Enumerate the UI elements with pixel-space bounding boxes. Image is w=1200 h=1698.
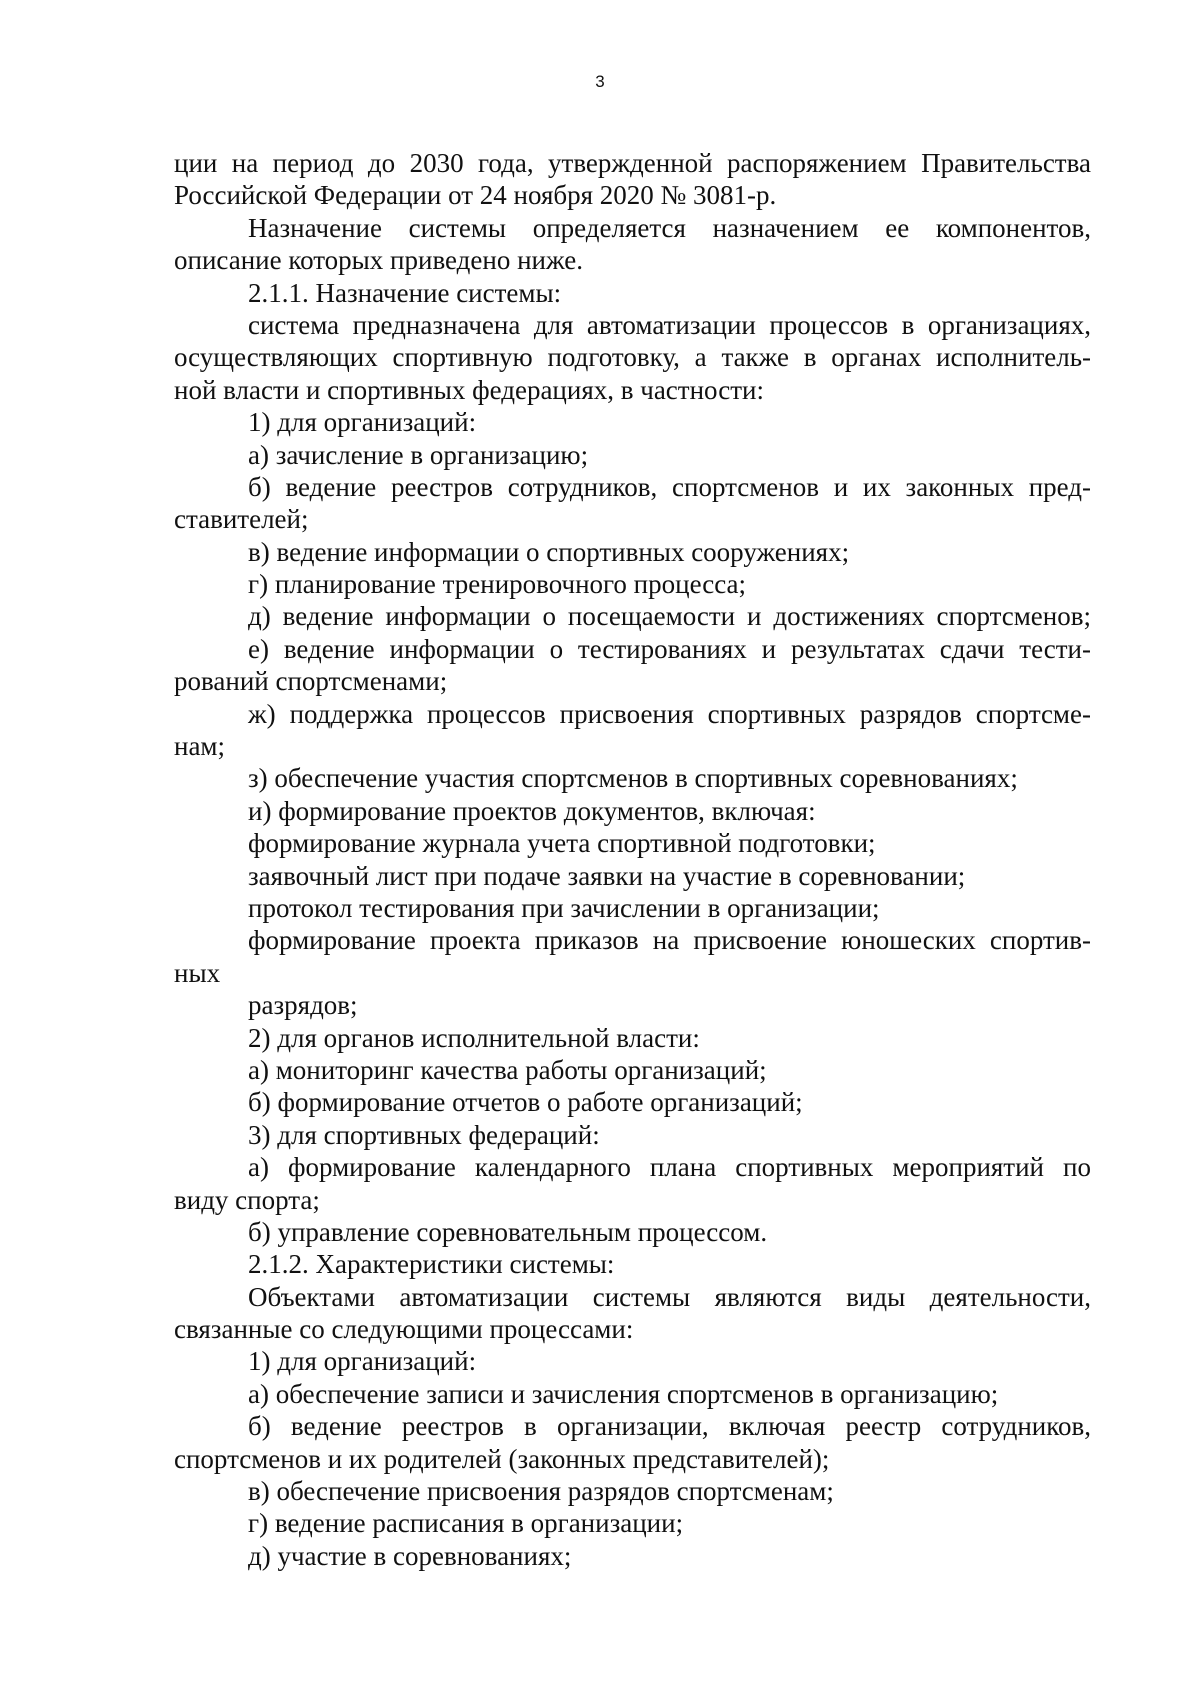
- text-line: 2.1.1. Назначение системы:: [248, 277, 562, 308]
- text-line: система предназначена для автоматизации процессов в организациях,: [248, 309, 1091, 340]
- text-line: 1) для организаций:: [248, 1346, 477, 1377]
- text-line: в) обеспечение присвоения разрядов спортсменам;: [248, 1476, 834, 1507]
- text-line: б) формирование отчетов о работе организаций;: [248, 1087, 803, 1118]
- text-line: 1) для организаций:: [248, 407, 477, 438]
- text-line: а) мониторинг качества работы организаций;: [248, 1054, 767, 1085]
- text-line: з) обеспечение участия спортсменов в спортивных соревнованиях;: [248, 763, 1018, 794]
- text-line: ции на период до 2030 года, утвержденной распоряжением Правительства: [174, 148, 1091, 178]
- text-line: г) ведение расписания в организации;: [248, 1508, 684, 1539]
- text-line: в) ведение информации о спортивных сооружениях;: [248, 536, 850, 567]
- text-line: ж) поддержка процессов присвоения спортивных разрядов спортсме-: [248, 698, 1091, 729]
- text-line: б) ведение реестров в организации, включая реестр сотрудников,: [248, 1411, 1091, 1442]
- text-line: рований спортсменами;: [174, 666, 448, 697]
- text-line: Назначение системы определяется назначением ее компонентов,: [248, 212, 1091, 243]
- text-line: ставителей;: [174, 504, 309, 535]
- text-line: разрядов;: [248, 990, 358, 1021]
- text-line: формирование журнала учета спортивной подготовки;: [248, 828, 876, 859]
- text-line: ной власти и спортивных федерациях, в частности:: [174, 374, 764, 405]
- text-line: 3) для спортивных федераций:: [248, 1119, 600, 1150]
- text-line: г) планирование тренировочного процесса;: [248, 569, 747, 600]
- text-line: формирование проекта приказов на присвоение юношеских спортив-: [248, 925, 1091, 956]
- text-line: д) ведение информации о посещаемости и достижениях спортсменов;: [248, 601, 1091, 632]
- text-line: осуществляющих спортивную подготовку, а также в органах исполнитель-: [174, 342, 1091, 373]
- page-number: 3: [595, 72, 605, 91]
- text-line: а) обеспечение записи и зачисления спортсменов в организацию;: [248, 1378, 999, 1409]
- text-line: Российской Федерации от 24 ноября 2020 № 3081-р.: [174, 180, 777, 211]
- text-line: связанные со следующими процессами:: [174, 1314, 634, 1345]
- text-line: 2.1.2. Характеристики системы:: [248, 1249, 615, 1280]
- text-line: ных: [174, 957, 221, 988]
- text-line: б) ведение реестров сотрудников, спортсменов и их законных пред-: [248, 471, 1091, 502]
- text-line: д) участие в соревнованиях;: [248, 1540, 572, 1571]
- text-line: заявочный лист при подаче заявки на участие в соревновании;: [248, 860, 966, 891]
- text-line: Объектами автоматизации системы являются виды деятельности,: [248, 1281, 1091, 1312]
- text-line: е) ведение информации о тестированиях и результатах сдачи тести-: [248, 633, 1091, 664]
- text-line: а) зачисление в организацию;: [248, 439, 589, 470]
- document-body: [174, 147, 1091, 1572]
- text-line: и) формирование проектов документов, включая:: [248, 795, 816, 826]
- text-line: нам;: [174, 731, 226, 762]
- text-line: спортсменов и их родителей (законных представителей);: [174, 1443, 830, 1474]
- text-line: виду спорта;: [174, 1184, 320, 1215]
- text-line: а) формирование календарного плана спортивных мероприятий по: [248, 1152, 1091, 1183]
- text-line: 2) для органов исполнительной власти:: [248, 1022, 700, 1053]
- text-line: б) управление соревновательным процессом.: [248, 1216, 768, 1247]
- text-line: протокол тестирования при зачислении в организации;: [248, 892, 880, 923]
- text-line: описание которых приведено ниже.: [174, 245, 584, 276]
